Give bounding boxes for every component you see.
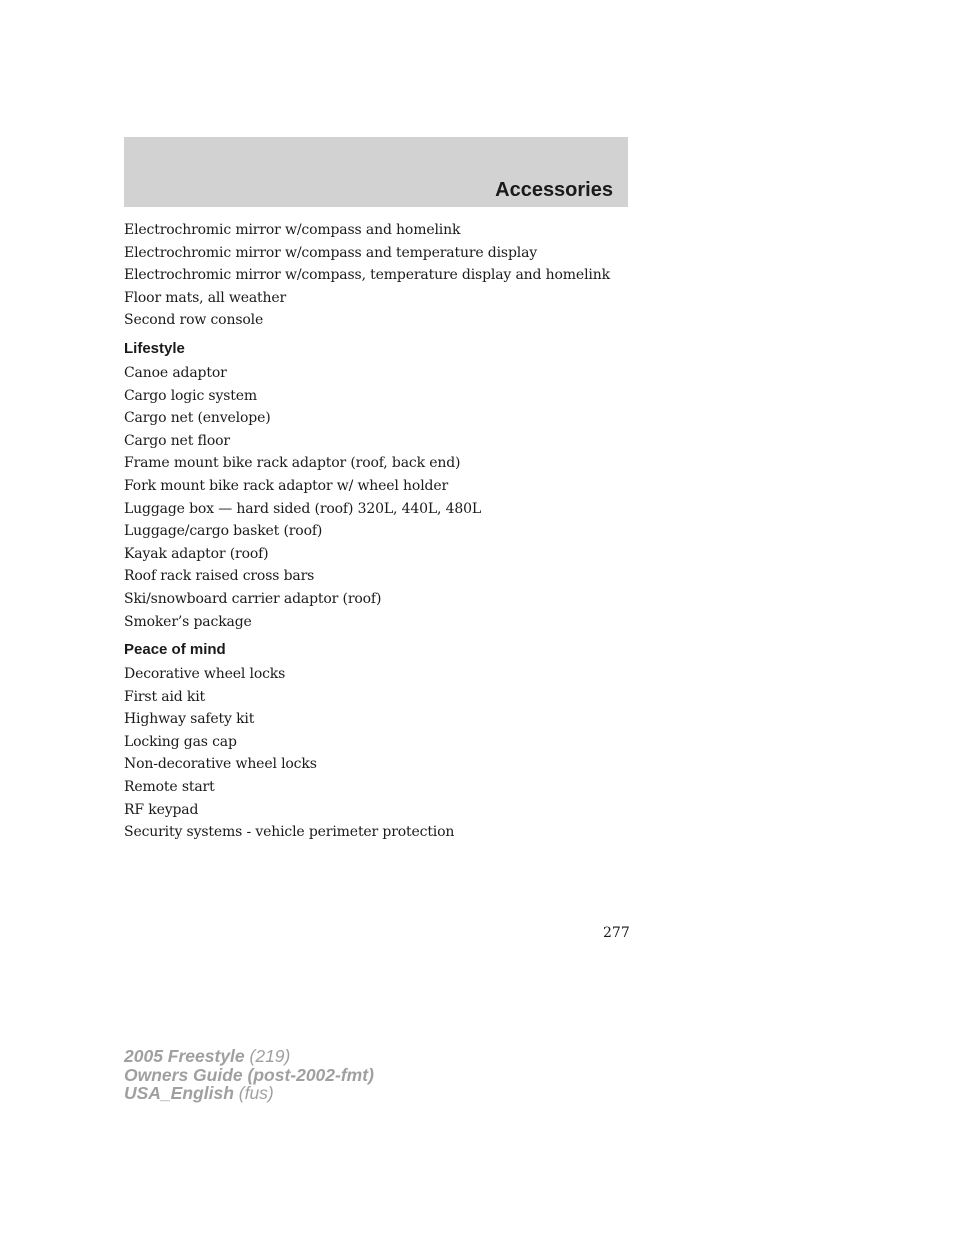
footer-model-code: (219) (244, 1046, 291, 1066)
footer-line-model (124, 1047, 374, 1066)
footer-language: USA_English (124, 1083, 234, 1103)
list-item: Floor mats, all weather (124, 289, 287, 306)
footer-line-guide (124, 1066, 374, 1085)
footer-language-code: (fus) (233, 1083, 274, 1103)
list-item: Canoe adaptor (124, 364, 227, 381)
list-item: Second row console (124, 312, 264, 329)
list-item: Cargo logic system (124, 387, 257, 404)
list-item: Roof rack raised cross bars (124, 568, 315, 585)
list-item: First aid kit (124, 688, 206, 705)
footer-line-language (124, 1084, 374, 1103)
list-item: Non-decorative wheel locks (124, 756, 317, 773)
list-item: Luggage box — hard sided (roof) 320L, 440L, 480L (124, 500, 482, 517)
list-item: Ski/snowboard carrier adaptor (roof) (124, 590, 382, 607)
list-item: Security systems - vehicle perimeter protection (124, 824, 455, 841)
intro-list (124, 219, 628, 332)
peace-of-mind-heading: Peace of mind (124, 641, 226, 659)
footer-model-name: 2005 Freestyle (124, 1046, 245, 1066)
page-content (124, 219, 628, 844)
list-item: RF keypad (124, 801, 199, 818)
lifestyle-list (124, 362, 628, 633)
list-item: Electrochromic mirror w/compass, temperature display and homelink (124, 267, 610, 284)
section-header-band (124, 137, 628, 207)
list-item: Smoker’s package (124, 613, 252, 630)
list-item: Electrochromic mirror w/compass and temperature display (124, 244, 538, 261)
list-item: Cargo net (envelope) (124, 410, 271, 427)
list-item: Frame mount bike rack adaptor (roof, back end) (124, 455, 461, 472)
list-item: Electrochromic mirror w/compass and homelink (124, 222, 461, 238)
list-item: Decorative wheel locks (124, 666, 286, 683)
list-item: Locking gas cap (124, 733, 237, 750)
page-number: 277 (603, 925, 630, 941)
list-item: Highway safety kit (124, 711, 255, 728)
list-item: Remote start (124, 779, 215, 796)
document-footer (124, 1047, 374, 1103)
list-item: Kayak adaptor (roof) (124, 545, 269, 562)
footer-guide-name: Owners Guide (post-2002-fmt) (124, 1064, 374, 1085)
list-item: Fork mount bike rack adaptor w/ wheel holder (124, 477, 449, 494)
section-title: Accessories (495, 179, 613, 201)
peace-of-mind-list (124, 663, 628, 844)
list-item: Luggage/cargo basket (roof) (124, 523, 323, 540)
lifestyle-heading: Lifestyle (124, 339, 185, 357)
list-item: Cargo net floor (124, 432, 230, 449)
